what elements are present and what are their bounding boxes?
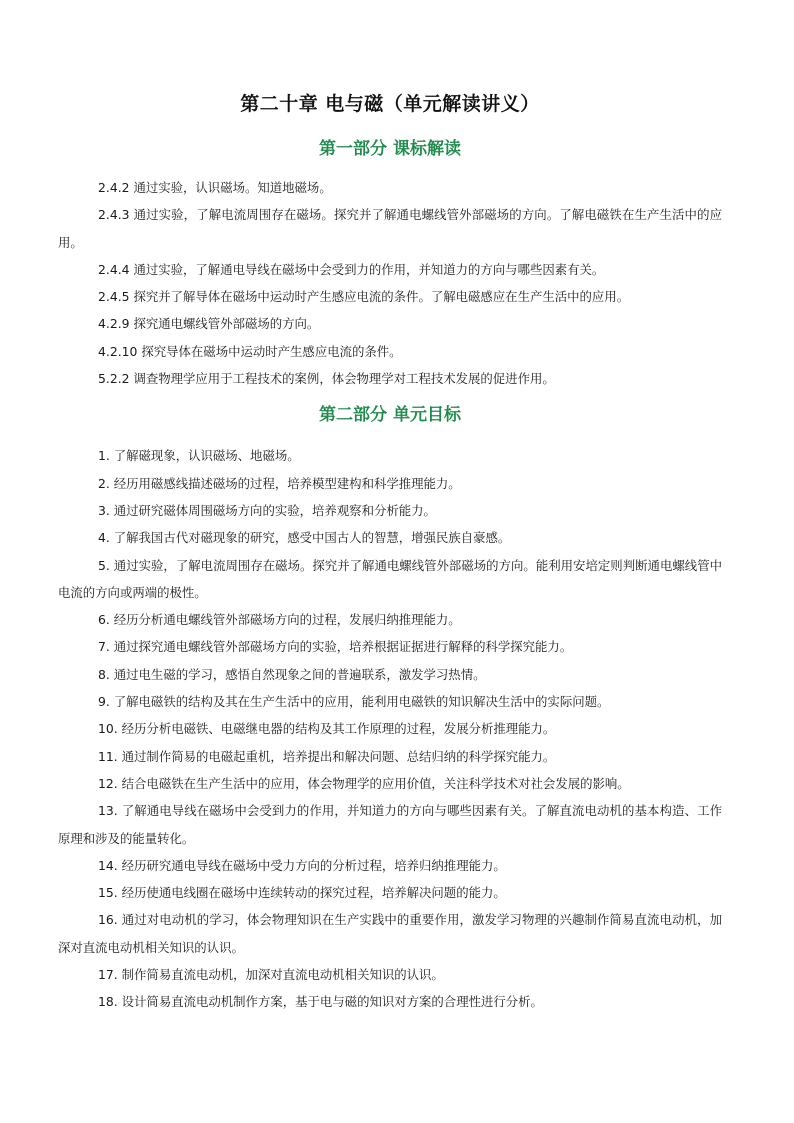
curriculum-item: 2.4.2 通过实验，认识磁场。知道地磁场。 [98,180,332,195]
goal-item: 1. 了解磁现象，认识磁场、地磁场。 [98,448,300,464]
unit-goals-list [58,442,722,1015]
curriculum-item: 4.2.10 探究导体在磁场中运动时产生感应电流的条件。 [98,343,402,359]
goal-item: 14. 经历研究通电导线在磁场中受力方向的分析过程，培养归纳推理能力。 [98,857,506,873]
curriculum-item: 2.4.4 通过实验，了解通电导线在磁场中会受到力的作用，并知道力的方向与哪些因素有关。 [98,261,605,277]
goal-item: 18. 设计简易直流电动机制作方案，基于电与磁的知识对方案的合理性进行分析。 [98,994,543,1010]
curriculum-item: 4.2.9 探究通电螺线管外部磁场的方向。 [98,316,320,332]
goal-item: 4. 了解我国古代对磁现象的研究，感受中国古人的智慧，增强民族自豪感。 [98,530,511,546]
goal-item: 12. 结合电磁铁在生产生活中的应用，体会物理学的应用价值，关注科学技术对社会发展的影响。 [98,775,630,791]
goal-item: 6. 经历分析通电螺线管外部磁场方向的过程，发展归纳推理能力。 [98,612,461,628]
curriculum-list [58,174,722,392]
goal-item: 7. 通过探究通电螺线管外部磁场方向的实验，培养根据证据进行解释的科学探究能力。 [98,639,573,655]
curriculum-item: 2.4.3 通过实验，了解电流周围存在磁场。探究并了解通电螺线管外部磁场的方向。了解电磁铁在生产生活中的应用。 [58,207,722,250]
goal-item: 13. 了解通电导线在磁场中会受到力的作用，并知道力的方向与哪些因素有关。了解直流电动机的基本构造、工作原理和涉及的能量转化。 [58,803,722,846]
goal-item: 8. 通过电生磁的学习，感悟自然现象之间的普遍联系，激发学习热情。 [98,666,486,682]
document-title: 第二十章 电与磁（单元解读讲义） [240,93,540,115]
section-heading-curriculum: 第一部分 课标解读 [319,139,461,159]
curriculum-item: 5.2.2 调查物理学应用于工程技术的案例，体会物理学对工程技术发展的促进作用。 [98,371,555,387]
goal-item: 5. 通过实验，了解电流周围存在磁场。探究并了解通电螺线管外部磁场的方向。能利用安培定则判断通电螺线管中电流的方向或两端的极性。 [58,557,722,600]
goal-item: 3. 通过研究磁体周围磁场方向的实验，培养观察和分析能力。 [98,502,436,518]
goal-item: 2. 经历用磁感线描述磁场的过程，培养模型建构和科学推理能力。 [98,475,461,491]
goal-item: 15. 经历使通电线圈在磁场中连续转动的探究过程，培养解决问题的能力。 [98,885,506,901]
section-heading-unit-goals: 第二部分 单元目标 [319,405,461,426]
goal-item: 9. 了解电磁铁的结构及其在生产生活中的应用，能利用电磁铁的知识解决生活中的实际问题。 [98,694,610,710]
goal-item: 11. 通过制作简易的电磁起重机，培养提出和解决问题、总结归纳的科学探究能力。 [98,748,556,764]
goal-item: 10. 经历分析电磁铁、电磁继电器的结构及其工作原理的过程，发展分析推理能力。 [98,721,556,737]
goal-item: 17. 制作简易直流电动机，加深对直流电动机相关知识的认识。 [98,967,444,983]
goal-item: 16. 通过对电动机的学习，体会物理知识在生产实践中的重要作用，激发学习物理的兴趣制作简易直流电动机，加深对直流电动机相关知识的认识。 [58,912,722,955]
curriculum-item: 2.4.5 探究并了解导体在磁场中运动时产生感应电流的条件。了解电磁感应在生产生活中的应用。 [98,289,630,305]
